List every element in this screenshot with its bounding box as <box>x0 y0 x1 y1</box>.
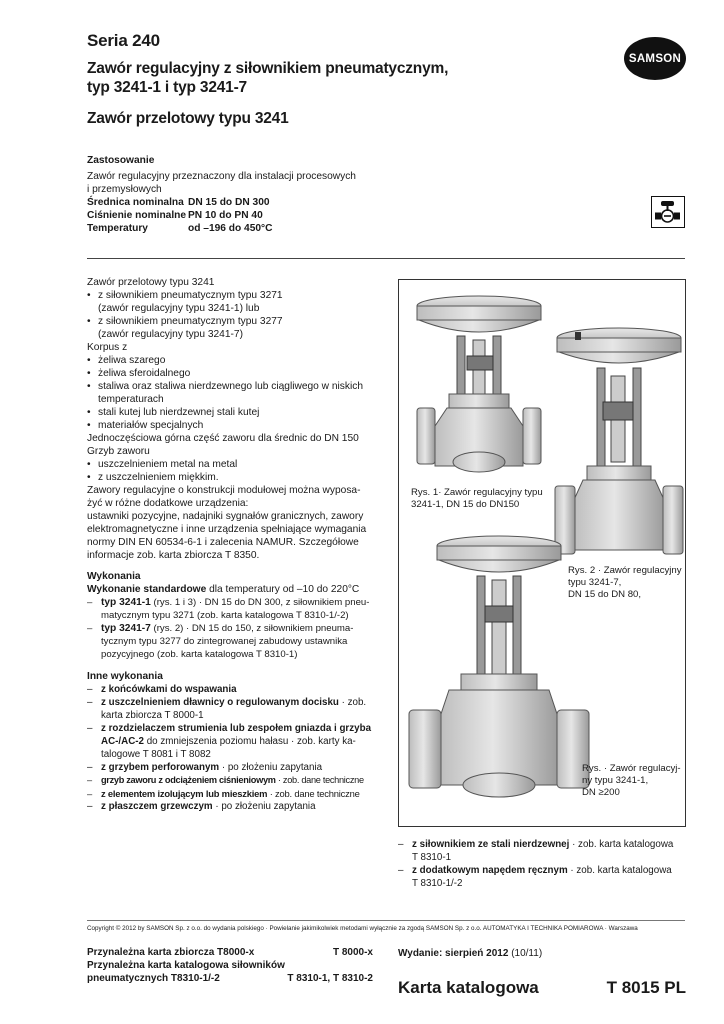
list-item: – typ 3241-7 (rys. 2) · DN 15 do 150, z siłownikiem pneuma- tycznym typu 3277 do zintegrowanej zabudowy ustawnika pozycyjnego (zob. karta katalogowa T 8310-1) <box>87 622 387 661</box>
figure-box <box>398 279 686 827</box>
page-title <box>87 59 448 97</box>
title-line-1: Zawór regulacyjny z siłownikiem pneumatycznym, <box>87 60 449 77</box>
valve-type-icon <box>651 196 685 228</box>
valve-figure-1 <box>417 296 541 472</box>
plug-list <box>87 458 387 484</box>
other-list-continued <box>398 838 688 890</box>
actuator-list <box>87 289 387 341</box>
document-number: T 8015 PL <box>606 978 686 997</box>
spec-label: Temperatury <box>87 223 148 234</box>
list-item: • uszczelnieniem metal na metal <box>87 458 387 471</box>
versions-heading: Wykonania <box>87 571 141 582</box>
bonnet-note: Jednoczęściowa górna część zaworu dla średnic do DN 150 <box>87 433 359 444</box>
figure-1-caption: Rys. 1· Zawór regulacyjny typu 3241-1, DN 15 do DN150 <box>411 487 543 510</box>
description-column <box>87 276 387 813</box>
valve-illustrations <box>399 280 685 826</box>
list-item: – z siłownikiem ze stali nierdzewnej · zob. karta katalogowa T 8310-1 <box>398 838 688 864</box>
body-material-list <box>87 354 387 432</box>
application-section <box>87 154 387 235</box>
copyright-text: Copyright © 2012 by SAMSON Sp. z o.o. do wydania polskiego · Powielanie jakimikolwiek metodami wyłącznie za zgodą SAMSON Sp. z o.o. AUTOMATYKA I TECHNIKA POMIAROWA · Warszawa <box>87 925 638 932</box>
figure-3-caption: Rys. · Zawór regulacyj- ny typu 3241-1, DN ≥200 <box>582 763 681 798</box>
modular-text: Zawory regulacyjne o konstrukcji modułowej można wyposa- żyć w różne dodatkowe urządzenia: ustawniki pozycyjne, nadajniki sygnałów granicznych, zawory elektromagnetyczne i inne urządzenia spełniające wymagania normy DIN EN 60534-6-1 i zalecenia NAMUR. Szczegółowe informacje zob. karta zbiorcza T 8350. <box>87 485 367 561</box>
application-desc-1: Zawór regulacyjny przeznaczony dla instalacji procesowych <box>87 171 356 182</box>
related-docs <box>87 946 373 985</box>
list-item: – z uszczelnieniem dławnicy o regulowanym docisku · zob. karta zbiorcza T 8000-1 <box>87 696 387 722</box>
version-list <box>87 596 387 661</box>
logo-text: SAMSON <box>628 52 682 65</box>
spec-value: od –196 do 450°C <box>188 223 273 234</box>
standard-version: Wykonanie standardowe dla temperatury od –10 do 220°C <box>87 584 360 595</box>
section-divider <box>87 258 685 259</box>
related-doc-row: pneumatycznych T8310-1/-2 T 8310-1, T 8310-2 <box>87 973 373 984</box>
body-heading: Korpus z <box>87 342 128 353</box>
intro-text: Zawór przelotowy typu 3241 <box>87 277 215 288</box>
list-item: • stali kutej lub nierdzewnej stali kutej <box>87 406 387 419</box>
list-item: – z dodatkowym napędem ręcznym · zob. karta katalogowa T 8310-1/-2 <box>398 864 688 890</box>
samson-logo <box>624 37 686 80</box>
edition-info: Wydanie: sierpień 2012 (10/11) <box>398 948 543 959</box>
list-item: • żeliwa sferoidalnego <box>87 367 387 380</box>
page-subtitle: Zawór przelotowy typu 3241 <box>87 110 289 127</box>
list-item: – z grzybem perforowanym · po złożeniu zapytania <box>87 761 387 774</box>
footer-divider <box>87 920 685 921</box>
spec-row <box>87 209 387 222</box>
spec-label: Ciśnienie nominalne <box>87 210 187 221</box>
spec-row <box>87 222 387 235</box>
application-desc-2: i przemysłowych <box>87 184 162 195</box>
list-item: • staliwa oraz staliwa nierdzewnego lub ciągliwego w niskich temperaturach <box>87 380 387 406</box>
list-item: – grzyb zaworu z odciążeniem ciśnieniowym · zob. dane techniczne <box>87 774 387 787</box>
spec-value: DN 15 do DN 300 <box>188 197 270 208</box>
document-type: Karta katalogowa <box>398 978 539 997</box>
list-item: • z siłownikiem pneumatycznym typu 3277 (zawór regulacyjny typu 3241-7) <box>87 315 387 341</box>
title-line-2: typ 3241-1 i typ 3241-7 <box>87 79 247 96</box>
list-item: – z rozdzielaczem strumienia lub zespołem gniazda i grzyba AC-/AC-2 do zmniejszenia poziomu hałasu · zob. karty ka- talogowe T 8081 i T 8082 <box>87 722 387 761</box>
valve-figure-2 <box>555 328 683 554</box>
list-item: • materiałów specjalnych <box>87 419 387 432</box>
plug-heading: Grzyb zaworu <box>87 446 150 457</box>
series-title: Seria 240 <box>87 31 160 50</box>
spec-row <box>87 196 387 209</box>
spec-value: PN 10 do PN 40 <box>188 210 263 221</box>
other-heading: Inne wykonania <box>87 671 163 682</box>
list-item: – typ 3241-1 (rys. 1 i 3) · DN 15 do DN 300, z siłownikiem pneu- matycznym typu 3271 (zob. karta katalogowa T 8310-1/-2) <box>87 596 387 622</box>
other-list <box>87 683 387 813</box>
application-heading: Zastosowanie <box>87 155 155 166</box>
valve-figure-3 <box>409 536 589 797</box>
spec-label: Średnica nominalna <box>87 197 184 208</box>
list-item: • z uszczelnieniem miękkim. <box>87 471 387 484</box>
list-item: • z siłownikiem pneumatycznym typu 3271 (zawór regulacyjny typu 3241-1) lub <box>87 289 387 315</box>
list-item: – z elementem izolującym lub mieszkiem · zob. dane techniczne <box>87 787 387 800</box>
related-doc-row: Przynależna karta katalogowa siłowników <box>87 960 285 971</box>
related-doc-row: Przynależna karta zbiorcza T8000-x T 8000-x <box>87 947 373 958</box>
figure-2-caption: Rys. 2 · Zawór regulacyjny typu 3241-7, DN 15 do DN 80, <box>568 565 682 600</box>
list-item: – z płaszczem grzewczym · po złożeniu zapytania <box>87 800 387 813</box>
list-item: • żeliwa szarego <box>87 354 387 367</box>
list-item: – z końcówkami do wspawania <box>87 683 387 696</box>
